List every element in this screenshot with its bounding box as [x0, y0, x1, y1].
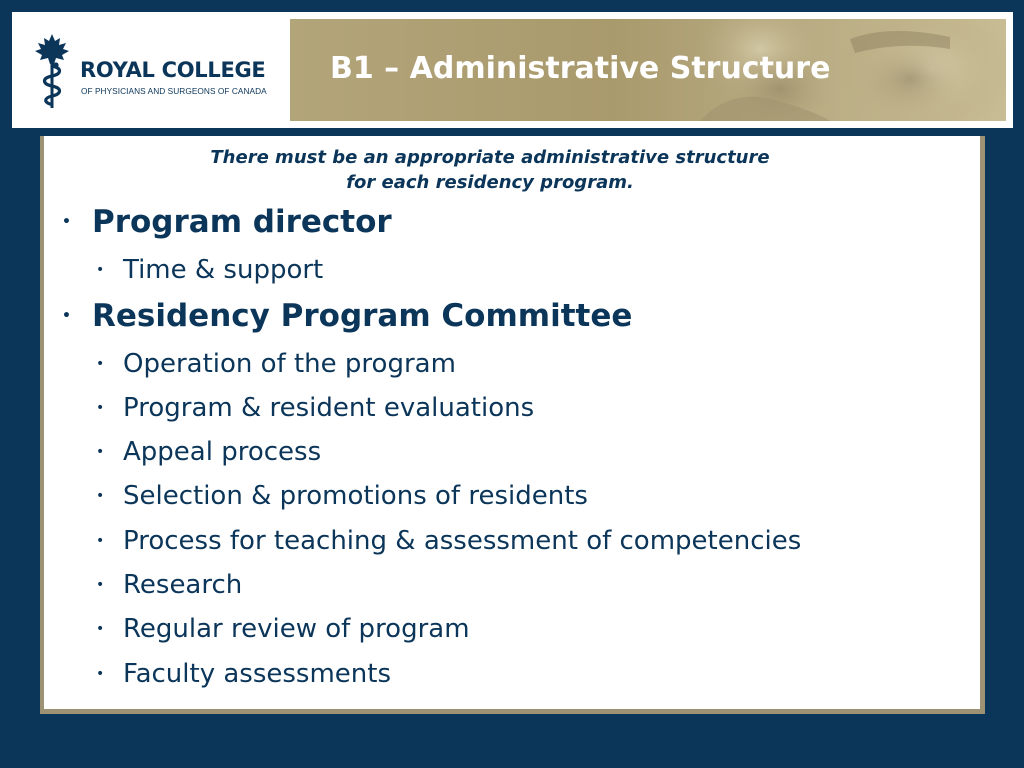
intro-statement: [0, 145, 980, 195]
list-item-label: Research: [123, 570, 243, 600]
section-heading-residency-program-committee: [62, 298, 633, 334]
bullet: •: [96, 577, 105, 593]
list-item: [96, 525, 802, 557]
logo-name: ROYAL COLLEGE: [80, 58, 266, 82]
bullet: •: [96, 666, 105, 682]
section-heading-program-director: [62, 204, 392, 240]
list-item: [96, 254, 324, 286]
list-item-label: Process for teaching & assessment of competencies: [123, 526, 802, 556]
list-item: [96, 569, 243, 601]
list-item: [96, 480, 588, 512]
content-frame: [40, 136, 985, 714]
list-item-label: Faculty assessments: [123, 659, 391, 689]
bullet: •: [96, 621, 105, 637]
list-item: [96, 613, 470, 645]
bullet: •: [96, 262, 105, 278]
bullet: •: [62, 308, 71, 324]
list-item-label: Regular review of program: [123, 614, 470, 644]
list-item: [96, 436, 322, 468]
list-item: [96, 348, 456, 380]
list-item-label: Program & resident evaluations: [123, 393, 535, 423]
list-item: [96, 658, 391, 690]
maple-leaf-caduceus-icon: [32, 34, 72, 110]
bullet: •: [62, 214, 71, 230]
intro-line: for each residency program.: [346, 172, 634, 193]
list-item-label: Time & support: [123, 255, 324, 285]
section-heading-label: Residency Program Committee: [92, 298, 633, 334]
bullet: •: [96, 488, 105, 504]
bullet: •: [96, 533, 105, 549]
intro-line: There must be an appropriate administrative structure: [210, 147, 770, 168]
content-panel: [44, 136, 980, 709]
bullet: •: [96, 444, 105, 460]
title-banner: [290, 19, 1006, 121]
slide-title: B1 – Administrative Structure: [330, 51, 831, 86]
list-item-label: Operation of the program: [123, 349, 456, 379]
list-item-label: Selection & promotions of residents: [123, 481, 588, 511]
slide-header: [12, 12, 1013, 128]
royal-college-logo: [32, 34, 282, 114]
list-item-label: Appeal process: [123, 437, 322, 467]
logo-subtitle: OF PHYSICIANS AND SURGEONS OF CANADA: [81, 86, 267, 96]
list-item: [96, 392, 535, 424]
bullet: •: [96, 400, 105, 416]
section-heading-label: Program director: [92, 204, 392, 240]
bullet: •: [96, 356, 105, 372]
